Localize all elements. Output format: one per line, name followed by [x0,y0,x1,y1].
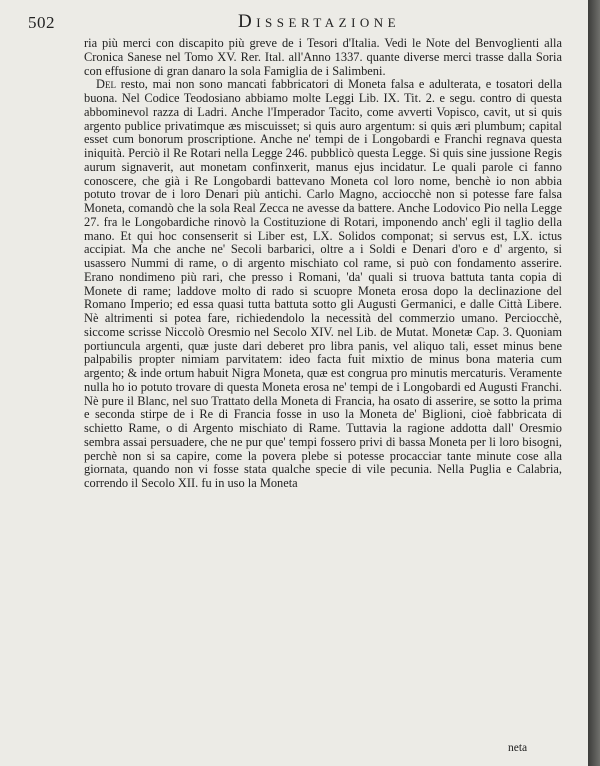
running-title: Dissertazione [238,11,401,32]
paragraph-body: resto, mai non sono mancati fabbricatori di Moneta falsa e adulterata, e tosatori della buona. Nel Codice Teodosiano abbiamo molte Leggi Lib. IX. Tit. 2. e segu. contro di questa abbominevol razza di Ladri. Anche l'Imperador Tacito, come avverti Vopisco, cavit, ut si quis argento publice privatimque æs miscuisset; si quis auro argentum: si quis æri plumbum; capital esset cum bonorum proscriptione. Anche ne' tempi de i Longobardi e Franchi regnava questa iniquità. Perciò il Re Rotari nella Legge 246. pubblicò questa Legge. Si quis sine jussione Regis aurum signaverit, aut monetam confinxerit, manus ejus incidatur. Le quali parole ci fanno conoscere, che già i Re Longobardi battevano Moneta col loro nome, benchè io non abbia potuto trovar de i loro Denari più antichi. Carlo Magno, acciocchè non si potesse fare falsa Moneta, comandò che la sola Real Zecca ne avesse da battere. Anche Lodovico Pio nella Legge 27. fra le Longobardiche rinovò la Costituzione di Rotari, imponendo anch' egli il taglio della mano. Et qui hoc consenserit si Liber est, LX. Solidos componat; si servus est, LX. ictus accipiat. Ma che anche ne' Secoli barbarici, oltre a i Soldi e Denari d'oro e d' argento, si usassero Nummi di rame, o di argento mischiato col rame, si può con fondamento asserire. Erano nondimeno più rari, che presso i Romani, 'da' quali si truova battuta tanta copia di Monete di rame; laddove molto di rado si scuopre Moneta erosa dopo la declinazione del Romano Imperio; ed essa quasi tutta battuta sotto gli Augusti Germanici, e dalle Città Libere. Nè altrimenti si potea fare, richiedendolo la necessità del commerzio umano. Perciocchè, siccome scrisse Niccolò Oresmio nel Secolo XIV. nel Lib. de Mutat. Monetæ Cap. 3. Quoniam portiuncula argenti, quæ juste dari deberet pro libra panis, vel aliquo tali, esset minus bene palpabilis propter nimiam parvitatem: ideo facta fuit mixtio de minus bona materia cum argento; & inde ortum habuit Nigra Moneta, quæ est congrua pro minutis mercaturis. Veramente nulla ho io potuto trovare di questa Moneta erosa ne' tempi de i Longobardi ed Augusti Franchi. Nè pure il Blanc, nel suo Trattato della Moneta di Francia, ha osato di asserire, se sotto la prima e seconda stirpe de i Re di Francia fosse in uso la Moneta de' Biglioni, cioè fabbricata di schietto Rame, o di Argento mischiato di Rame. Tuttavia la ragione addotta dall' Oresmio sembra assai persuadere, che ne pur que' tempi fossero privi di bassa Moneta per li loro bisogni, perchè non si sa capire, come la povera plebe si potesse procacciar tante minute cose alla giornata, quando non vi fosse stata qualche specie di vile pecunia. Nella Puglia e Calabria, correndo il Secolo XII. fu in uso la Moneta [84,77,562,490]
paragraph-del-resto [84,78,562,491]
body-text [84,37,562,491]
page-header [28,11,568,35]
book-gutter-edge [588,0,600,766]
page-number: 502 [28,13,55,32]
catchword: neta [508,742,528,754]
paragraph-lead-word: Del [96,77,116,92]
paragraph-continuation: ria più merci con discapito più greve de i Tesori d'Italia. Vedi le Note del Benvoglienti alla Cronica Sanese nel Tomo XV. Rer. Ital. all'Anno 1337. quante diverse merci trasse dalla Soria con effusione di gran danaro la sola Famiglia de i Salimbeni. [84,36,562,78]
